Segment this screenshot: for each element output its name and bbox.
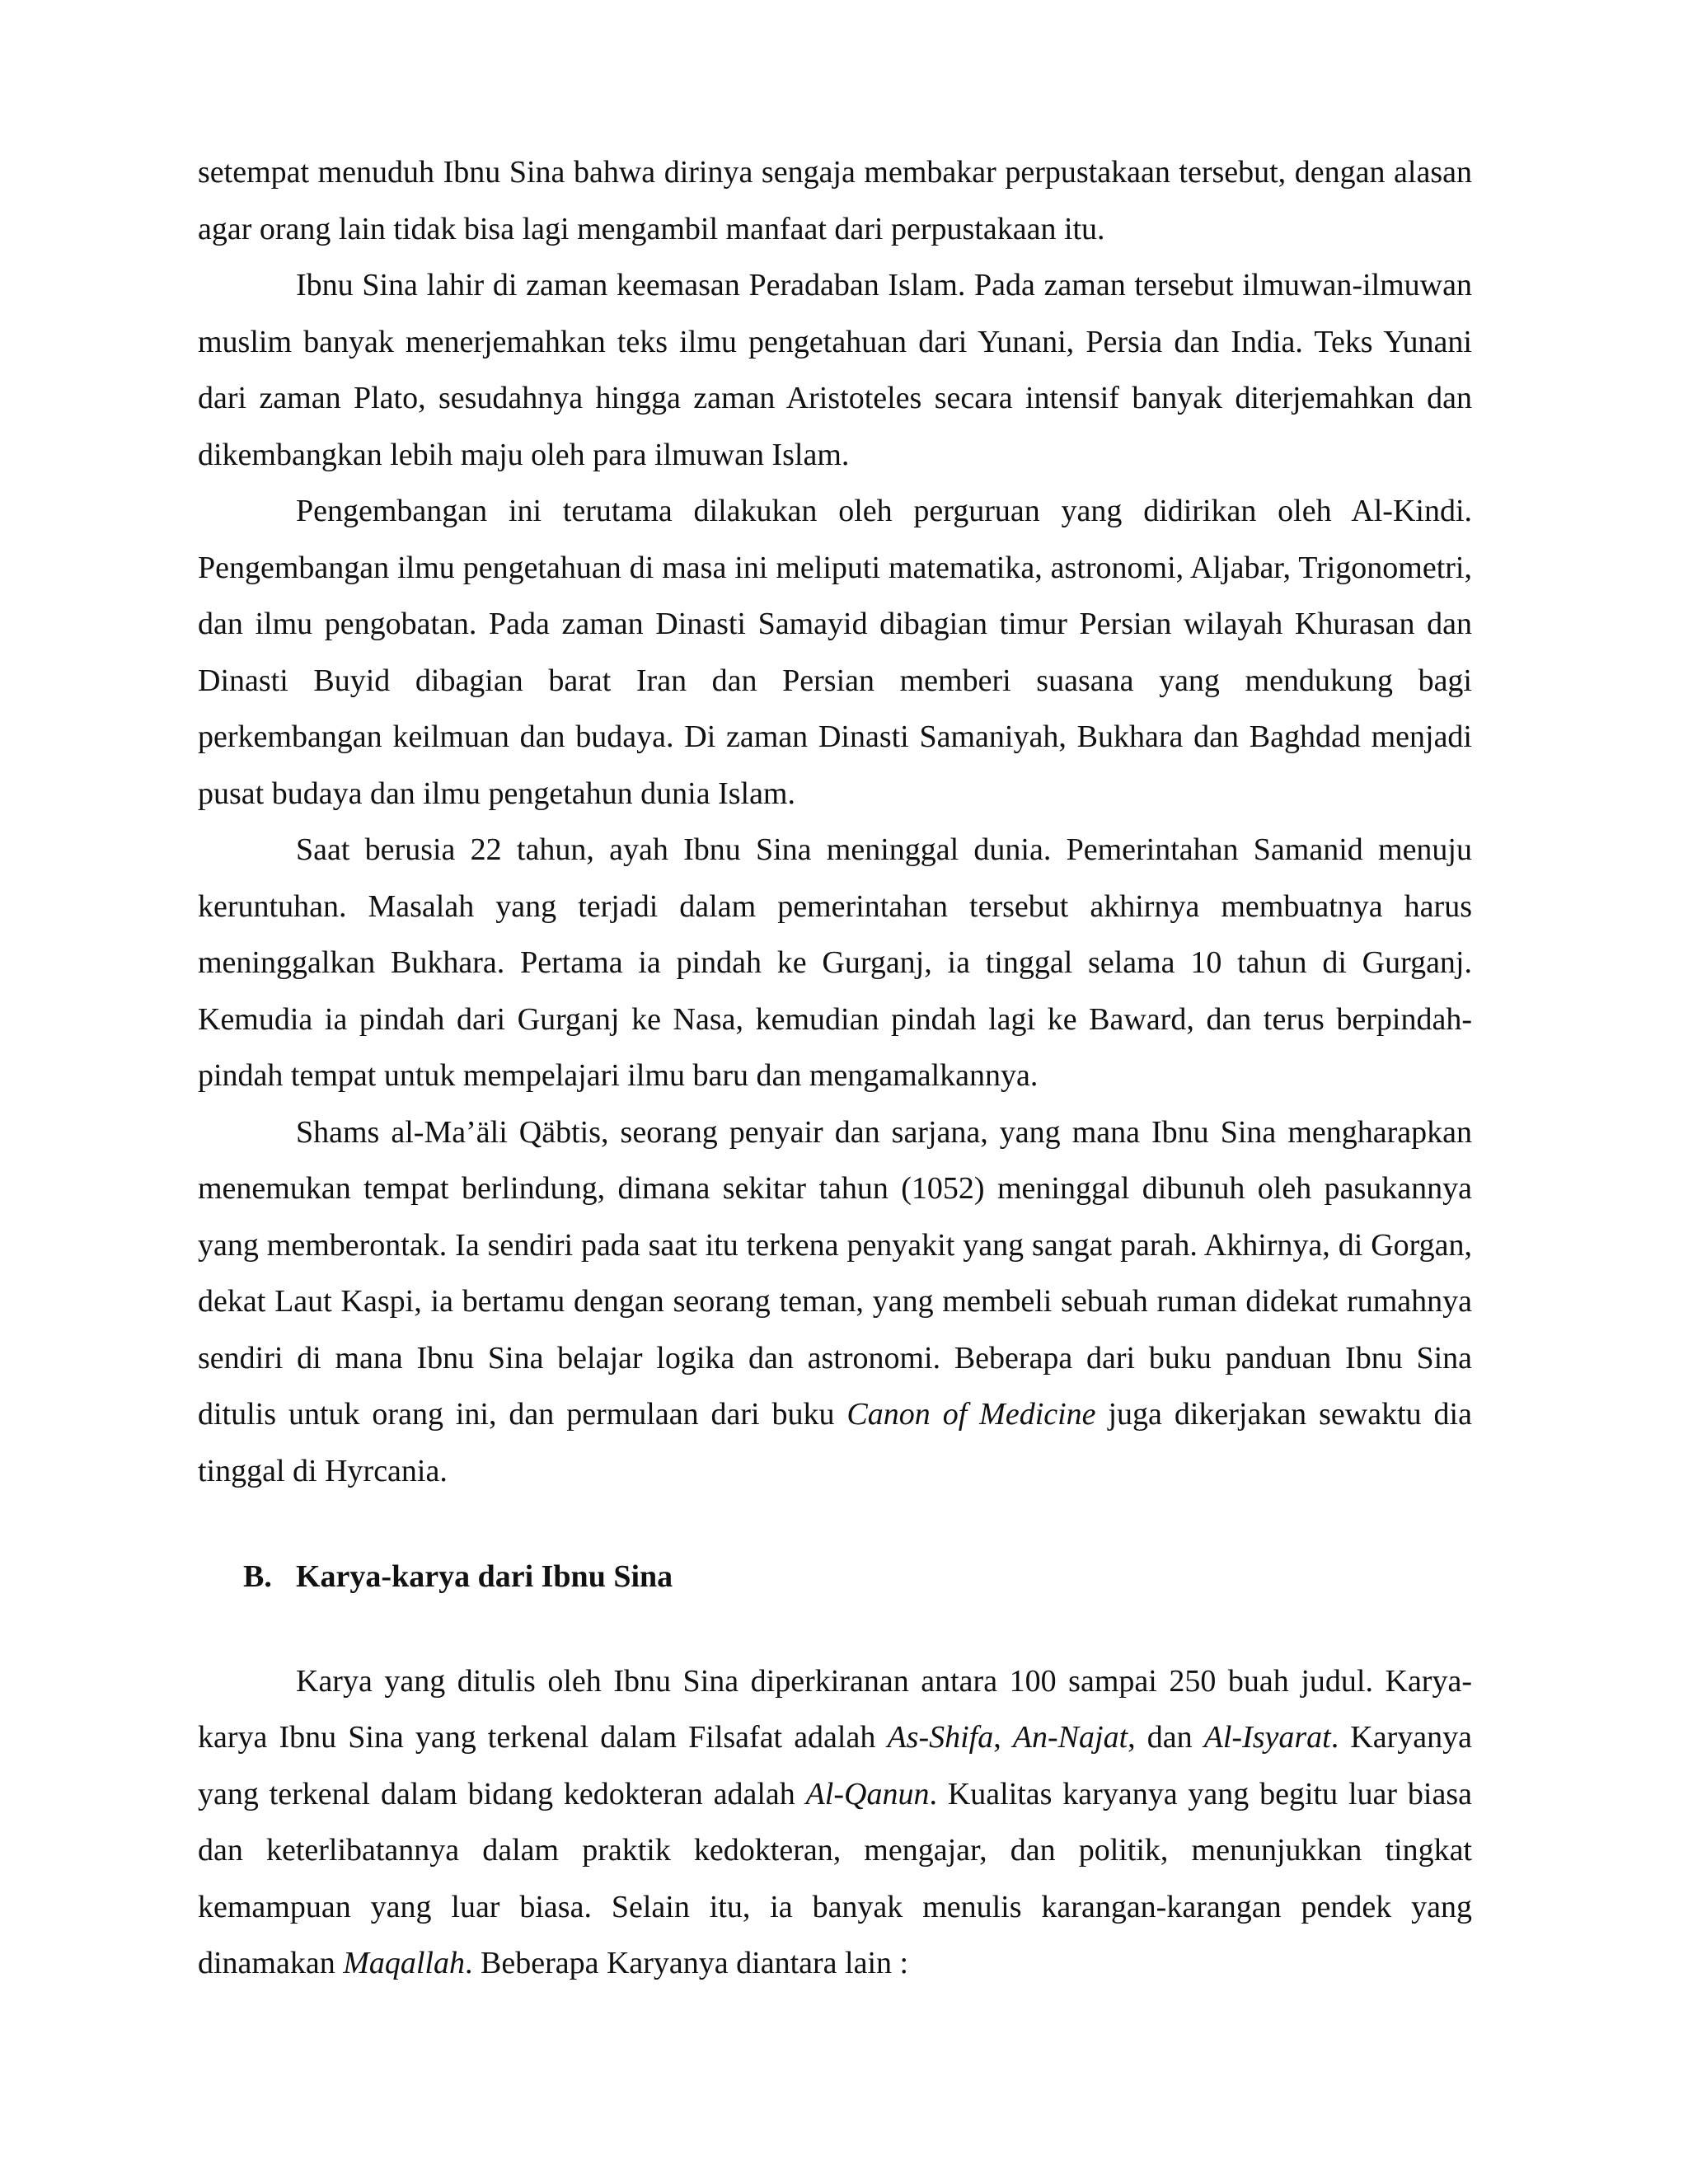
paragraph-library-fire: setempat menuduh Ibnu Sina bahwa dirinya sengaja membakar perpustakaan tersebut, dengan alasan agar orang lain tidak bisa lagi mengambil manfaat dari perpustakaan itu. (198, 155, 1472, 246)
paragraph-works (198, 1653, 1472, 1992)
work-al-isyarat: Al-Isyarat (1203, 1720, 1331, 1755)
works-text-3: , dan (1128, 1720, 1204, 1755)
works-text-1: Karya yang ditulis oleh Ibnu Sina diperkiranan antara 100 sampai 250 buah judul. Karya-karya Ibnu Sina yang terkenal dalam Filsafat adalah (198, 1663, 1472, 1755)
canon-of-medicine-title: Canon of Medicine (846, 1397, 1096, 1432)
work-as-shifa: As-Shifa (887, 1720, 994, 1755)
works-text-6: . Beberapa Karyanya diantara lain : (465, 1946, 909, 1980)
work-maqallah: Maqallah (343, 1946, 465, 1980)
paragraph-father-death: Saat berusia 22 tahun, ayah Ibnu Sina meninggal dunia. Pemerintahan Samanid menuju keruntuhan. Masalah yang terjadi dalam pemerintahan tersebut akhirnya membuatnya harus meninggalkan Bukhara. Pertama ia pindah ke Gurganj, ia tinggal selama 10 tahun di Gurganj. Kemudia ia pindah dari Gurganj ke Nasa, kemudian pindah lagi ke Baward, dan terus berpindah-pindah tempat untuk mempelajari ilmu baru dan mengamalkannya. (198, 832, 1472, 1093)
works-text-2: , (993, 1720, 1013, 1755)
paragraph-shams-text: Shams al-Ma’äli Qäbtis, seorang penyair dan sarjana, yang mana Ibnu Sina mengharapkan menemukan tempat berlindung, dimana sekitar tahun (1052) meninggal dibunuh oleh pasukannya yang memberontak. Ia sendiri pada saat itu terkena penyakit yang sangat parah. Akhirnya, di Gorgan, dekat Laut Kaspi, ia bertamu dengan seorang teman, yang membeli sebuah ruman didekat rumahnya sendiri di mana Ibnu Sina belajar logika dan astronomi. Beberapa dari buku panduan Ibnu Sina ditulis untuk orang ini, dan permulaan dari buku (198, 1114, 1472, 1432)
section-b-letter: B. (243, 1559, 272, 1594)
works-text-4: . Karyanya yang terkenal dalam bidang kedokteran adalah (198, 1720, 1473, 1811)
section-b-title: Karya-karya dari Ibnu Sina (296, 1559, 673, 1594)
paragraph-shams (198, 1104, 1472, 1500)
paragraph-shams-end: juga dikerjakan sewaktu dia tinggal di Hyrcania. (198, 1397, 1472, 1488)
section-b-heading (243, 1549, 1472, 1605)
document-page (198, 144, 1472, 1992)
work-al-qanun: Al-Qanun (805, 1776, 930, 1811)
paragraph-golden-age: Ibnu Sina lahir di zaman keemasan Peradaban Islam. Pada zaman tersebut ilmuwan-ilmuwan muslim banyak menerjemahkan teks ilmu pengetahuan dari Yunani, Persia dan India. Teks Yunani dari zaman Plato, sesudahnya hingga zaman Aristoteles secara intensif banyak diterjemahkan dan dikembangkan lebih maju oleh para ilmuwan Islam. (198, 268, 1472, 472)
works-text-5: . Kualitas karyanya yang begitu luar biasa dan keterlibatannya dalam praktik kedokteran, mengajar, dan politik, menunjukkan tingkat kemampuan yang luar biasa. Selain itu, ia banyak menulis karangan-karangan pendek yang dinamakan (198, 1776, 1472, 1980)
paragraph-development: Pengembangan ini terutama dilakukan oleh perguruan yang didirikan oleh Al-Kindi. Pengembangan ilmu pengetahuan di masa ini meliputi matematika, astronomi, Aljabar, Trigonometri, dan ilmu pengobatan. Pada zaman Dinasti Samayid dibagian timur Persian wilayah Khurasan dan Dinasti Buyid dibagian barat Iran dan Persian memberi suasana yang mendukung bagi perkembangan keilmuan dan budaya. Di zaman Dinasti Samaniyah, Bukhara dan Baghdad menjadi pusat budaya dan ilmu pengetahun dunia Islam. (198, 494, 1472, 811)
work-an-najat: An-Najat (1012, 1720, 1128, 1755)
